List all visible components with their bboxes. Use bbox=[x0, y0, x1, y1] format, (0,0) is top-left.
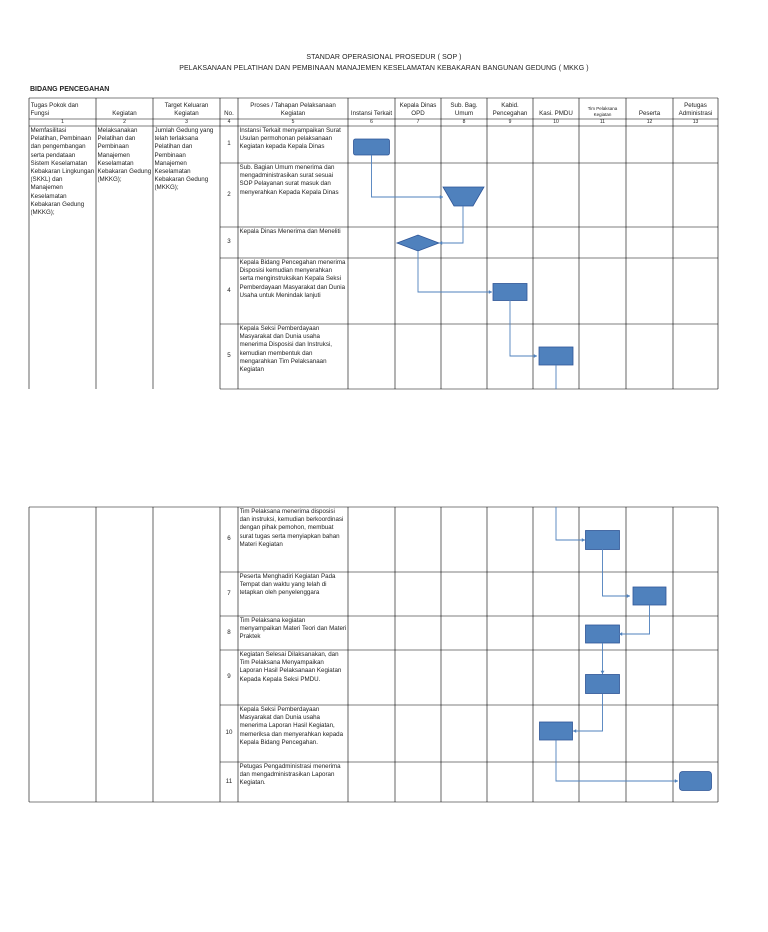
column-header: Instansi Terkait bbox=[350, 109, 393, 117]
column-number: 2 bbox=[123, 119, 126, 125]
process-box-peserta bbox=[633, 587, 666, 605]
step-description: Peserta Menghadiri Kegiatan Pada Tempat dan waktu yang telah di tetapkan oleh penyelenggara bbox=[239, 573, 336, 597]
flow-connector bbox=[556, 740, 678, 781]
column-header: Target Keluaran Kegiatan bbox=[164, 101, 209, 117]
terminator-petugas-administrasi bbox=[680, 772, 712, 791]
step-description: Petugas Pengadministrasi menerima dan mengadministrasikan Laporan Kegiatan. bbox=[239, 763, 341, 787]
column-header: Kegiatan bbox=[112, 109, 137, 117]
flow-connector bbox=[418, 251, 492, 292]
step-description: Kepala Dinas Menerima dan Meneliti bbox=[239, 228, 341, 235]
step-number: 4 bbox=[227, 286, 231, 294]
section-title: BIDANG PENCEGAHAN bbox=[30, 86, 110, 93]
flow-connector bbox=[439, 206, 463, 243]
step-number: 5 bbox=[227, 352, 231, 360]
flow-connector bbox=[372, 155, 444, 197]
process-box-kasi-pmdu bbox=[539, 347, 573, 365]
step-number: 8 bbox=[227, 628, 231, 636]
flow-connector bbox=[573, 694, 603, 731]
kegiatan-text: Melaksanakan Pelatihan dan Pembinaan Manajemen Keselamatan Kebakaran Gedung (MKKG); bbox=[97, 127, 152, 184]
arrow-head bbox=[573, 729, 576, 733]
process-box-kabid bbox=[493, 284, 527, 301]
column-number: 8 bbox=[462, 119, 466, 125]
step-description: Tim Pelaksana kegiatan menyampaikan Materi Teori dan Materi Praktek bbox=[239, 617, 347, 641]
flow-connector bbox=[556, 507, 585, 540]
arrow-head bbox=[440, 195, 443, 199]
step-description: Instansi Terkait menyampaikan Surat Usulan permohonan pelaksanaan Kegiatan kepada Kepala Dinas bbox=[239, 127, 341, 151]
step-number: 7 bbox=[227, 589, 231, 597]
column-number: 11 bbox=[599, 119, 606, 125]
manual-operation-sub-bag-umum bbox=[443, 187, 484, 206]
column-header: Sub. Bag. Umum bbox=[450, 101, 478, 117]
step-description: Kepala Bidang Pencegahan menerima Disposisi kemudian menyerahkan serta menginstruksikan Kepala Seksi Pemberdayaan Masyarakat dan Dunia Usaha untuk Menindak lanjuti bbox=[239, 259, 346, 299]
column-header: Tugas Pokok dan Fungsi bbox=[30, 101, 79, 117]
step-description: Kepala Seksi Pemberdayaan Masyarakat dan Dunia usaha menerima Disposisi dan Instruksi, kemudian membentuk dan mengarahkan Tim Pelaksanaan Kegiatan bbox=[239, 325, 333, 373]
step-number: 2 bbox=[227, 190, 231, 198]
arrow-head bbox=[489, 290, 492, 294]
step-number: 6 bbox=[227, 535, 231, 543]
process-box-tim-pelaksana bbox=[586, 675, 620, 694]
step-description: Tim Pelaksana menerima disposisi dan instruksi, kemudian berkoordinasi dengan pihak pemohon, membuat surat tugas serta menyiapkan bahan Materi Kegiatan bbox=[239, 508, 344, 548]
step-number: 9 bbox=[227, 673, 231, 681]
column-header: No. bbox=[224, 109, 234, 117]
step-number: 11 bbox=[225, 777, 233, 785]
arrow-head bbox=[675, 779, 678, 783]
column-number: 9 bbox=[508, 119, 512, 125]
arrow-head bbox=[582, 538, 585, 542]
flow-connector bbox=[619, 605, 650, 634]
arrow-head bbox=[534, 354, 537, 358]
sop-subtitle: PELAKSANAAN PELATIHAN DAN PEMBINAAN MANAJEMEN KESELAMATAN KEBAKARAN BANGUNAN GEDUNG ( MKKG ) bbox=[179, 65, 589, 72]
column-header: Kepala Dinas OPD bbox=[399, 101, 437, 117]
process-box-tim-pelaksana bbox=[586, 625, 620, 643]
column-number: 7 bbox=[416, 119, 420, 125]
step-number: 10 bbox=[225, 729, 233, 737]
step-description: Sub. Bagian Umum menerima dan mengadministrasikan surat sesuai SOP Pelayanan surat masuk dan menyerahkan Kepada Kepala Dinas bbox=[239, 164, 339, 196]
arrow-head bbox=[439, 241, 442, 245]
column-header: Tim Pelaksana Kegiatan bbox=[587, 106, 618, 118]
column-header: Peserta bbox=[638, 109, 661, 117]
column-number: 12 bbox=[646, 119, 653, 125]
column-number: 5 bbox=[291, 119, 295, 125]
step-number: 3 bbox=[227, 238, 231, 246]
column-number: 13 bbox=[692, 119, 699, 125]
step-description: Kegiatan Selesai Dilaksanakan, dan Tim Pelaksana Menyampaikan Laporan Hasil Pelaksanaan Kegiatan Kepada Kepala Seksi PMDU. bbox=[239, 651, 342, 683]
step-description: Kepala Seksi Pemberdayaan Masyarakat dan Dunia usaha menerima Laporan Hasil Kegiatan, memeriksa dan menyerahkan kepada Kepala Bidang Pencegahan. bbox=[239, 706, 344, 746]
arrow-head bbox=[627, 594, 630, 598]
column-number: 3 bbox=[185, 119, 188, 125]
tupoksi-text: Memfasilitasi Pelatihan, Pembinaan dan pengembangan serta pendataan Sistem Keselamatan Kebakaran Lingkungan (SKKL) dan Manajemen Keselamatan Kebakaran Gedung (MKKG); bbox=[30, 127, 95, 216]
decision-diamond-kepala-dinas bbox=[397, 235, 439, 251]
column-number: 6 bbox=[370, 119, 373, 125]
column-number: 1 bbox=[61, 119, 64, 125]
process-box-instansi-terkait bbox=[354, 139, 390, 155]
process-box-kasi-pmdu bbox=[540, 722, 573, 740]
column-header: Kasi. PMDU bbox=[539, 109, 573, 117]
target-text: Jumlah Gedung yang telah terlaksana Pelatihan dan Pembinaan Manajemen Keselamatan Kebakaran Gedung (MKKG); bbox=[154, 127, 214, 192]
process-box-tim-pelaksana bbox=[586, 531, 620, 550]
column-header: Proses / Tahapan Pelaksanaan Kegiatan bbox=[250, 101, 336, 117]
column-header: Petugas Administrasi bbox=[678, 101, 713, 117]
sop-title: STANDAR OPERASIONAL PROSEDUR ( SOP ) bbox=[306, 54, 462, 61]
arrow-head bbox=[601, 671, 605, 674]
step-number: 1 bbox=[227, 140, 231, 148]
column-header: Kabid. Pencegahan bbox=[492, 101, 528, 117]
column-number: 4 bbox=[227, 119, 231, 125]
column-number: 10 bbox=[553, 119, 559, 125]
